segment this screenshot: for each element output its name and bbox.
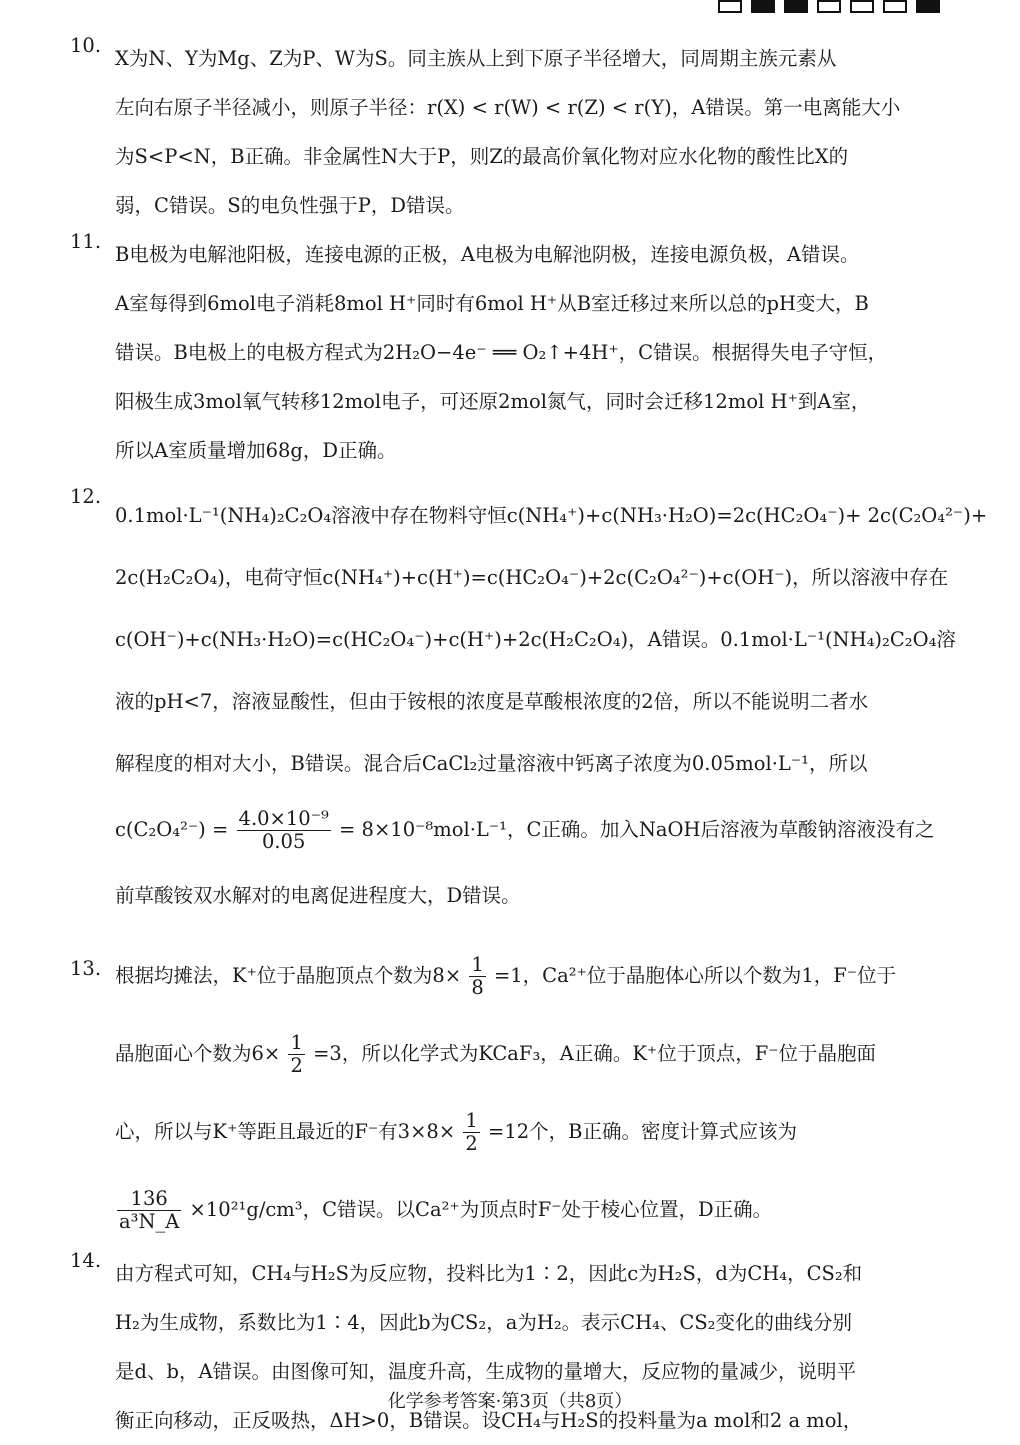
text-segment: 晶胞面心个数为6× [115,1042,281,1065]
formula-line [115,1015,950,1093]
fraction-denominator: 0.05 [261,830,306,853]
text-line: 0.1mol·L⁻¹(NH₄)₂C₂O₄溶液中存在物料守恒c(NH₄⁺)+c(NH₃·H₂O)=2c(HC₂O₄⁻)+ 2c(C₂O₄²⁻)+ [115,504,988,527]
formula-line [115,1093,950,1171]
header-mark [784,0,808,13]
answer-page [70,34,988,1445]
answer-14 [70,1249,950,1445]
text-line: 解程度的相对大小，B错误。混合后CaCl₂过量溶液中钙离子浓度为0.05mol·L⁻¹，所以 [115,752,868,775]
fraction-numerator: 1 [290,1030,303,1054]
fraction [469,954,485,1000]
header-mark [817,0,841,13]
text-line: 阳极生成3mol氧气转移12mol电子，可还原2mol氮气，同时会迁移12mol H⁺到A室， [115,390,871,413]
answer-12 [70,485,988,927]
fraction-denominator: a³N_A [119,1210,180,1233]
formula-lhs: c(C₂O₄²⁻) = [115,818,229,841]
header-mark [850,0,874,13]
answer-11 [70,230,950,475]
text-line: A室每得到6mol电子消耗8mol H⁺同时有6mol H⁺从B室迁移过来所以总的pH变大，B [115,292,869,315]
fraction-numerator: 1 [465,1108,478,1132]
question-number: 11. [70,230,102,253]
question-number: 14. [70,1249,102,1272]
header-mark [718,0,742,13]
question-number: 13. [70,957,102,980]
text-line: 为S<P<N，B正确。非金属性N大于P，则Z的最高价氧化物对应水化物的酸性比X的 [115,145,849,168]
header-mark [916,0,940,13]
fraction [117,1188,181,1234]
text-segment: =12个，B正确。密度计算式应该为 [488,1120,797,1143]
text-line: 2c(H₂C₂O₄)，电荷守恒c(NH₄⁺)+c(H⁺)=c(HC₂O₄⁻)+2c(C₂O₄²⁻)+c(OH⁻)，所以溶液中存在 [115,566,949,589]
question-number: 12. [70,485,102,508]
text-line: 左向右原子半径减小，则原子半径：r(X) < r(W) < r(Z) < r(Y)，A错误。第一电离能大小 [115,96,901,119]
fraction-numerator: 1 [471,952,484,976]
text-line: H₂为生成物，系数比为1∶4，因此b为CS₂，a为H₂。表示CH₄、CS₂变化的曲线分别 [115,1311,853,1334]
fraction-denominator: 2 [465,1132,478,1155]
fraction-denominator: 2 [290,1054,303,1077]
formula-line [115,937,950,1015]
text-line: 衡正向移动，正反吸热，ΔH>0，B错误。设CH₄与H₂S的投料量为a mol和2 a mol， [115,1409,863,1432]
text-segment: 根据均摊法，K⁺位于晶胞顶点个数为8× [115,964,462,987]
formula-rhs: = 8×10⁻⁸mol·L⁻¹，C正确。加入NaOH后溶液为草酸钠溶液没有之 [339,818,935,841]
header-mark [883,0,907,13]
formula-line [115,1171,950,1249]
text-line: 是d、b，A错误。由图像可知，温度升高，生成物的量增大，反应物的量减少，说明平 [115,1360,857,1383]
text-segment: 心，所以与K⁺等距且最近的F⁻有3×8× [115,1120,456,1143]
fraction [237,808,331,854]
answer-10 [70,34,950,230]
text-line: X为N、Y为Mg、Z为P、W为S。同主族从上到下原子半径增大，同周期主族元素从 [115,47,837,70]
fraction [463,1110,479,1156]
text-line: 所以A室质量增加68g，D正确。 [115,439,397,462]
text-line: 前草酸铵双水解对的电离促进程度大，D错误。 [115,884,521,907]
text-segment: =3，所以化学式为KCaF₃，A正确。K⁺位于顶点，F⁻位于晶胞面 [313,1042,877,1065]
fraction-numerator: 136 [117,1188,181,1211]
text-segment: =1，Ca²⁺位于晶胞体心所以个数为1，F⁻位于 [493,964,897,987]
fraction-denominator: 8 [471,976,484,999]
answer-13 [70,937,950,1249]
fraction [288,1032,304,1078]
text-line: 错误。B电极上的电极方程式为2H₂O−4e⁻ ══ O₂↑+4H⁺，C错误。根据得失电子守恒， [115,341,888,364]
text-line: c(OH⁻)+c(NH₃·H₂O)=c(HC₂O₄⁻)+c(H⁺)+2c(H₂C₂O₄)，A错误。0.1mol·L⁻¹(NH₄)₂C₂O₄溶 [115,628,956,651]
text-line: 由方程式可知，CH₄与H₂S为反应物，投料比为1∶2，因此c为H₂S，d为CH₄，CS₂和 [115,1262,863,1285]
text-segment: ×10²¹g/cm³，C错误。以Ca²⁺为顶点时F⁻处于棱心位置，D正确。 [189,1198,773,1221]
header-mark [751,0,775,13]
text-line: 液的pH<7，溶液显酸性，但由于铵根的浓度是草酸根浓度的2倍，所以不能说明二者水 [115,690,869,713]
fraction-numerator: 4.0×10⁻⁹ [238,806,329,830]
header-marks [718,0,940,13]
question-number: 10. [70,34,102,57]
text-line: 弱，C错误。S的电负性强于P，D错误。 [115,194,465,217]
formula-line [115,795,950,865]
text-line: B电极为电解池阳极，连接电源的正极，A电极为电解池阴极，连接电源负极，A错误。 [115,243,860,266]
page-footer: 化学参考答案·第3页（共8页） [387,1391,633,1412]
